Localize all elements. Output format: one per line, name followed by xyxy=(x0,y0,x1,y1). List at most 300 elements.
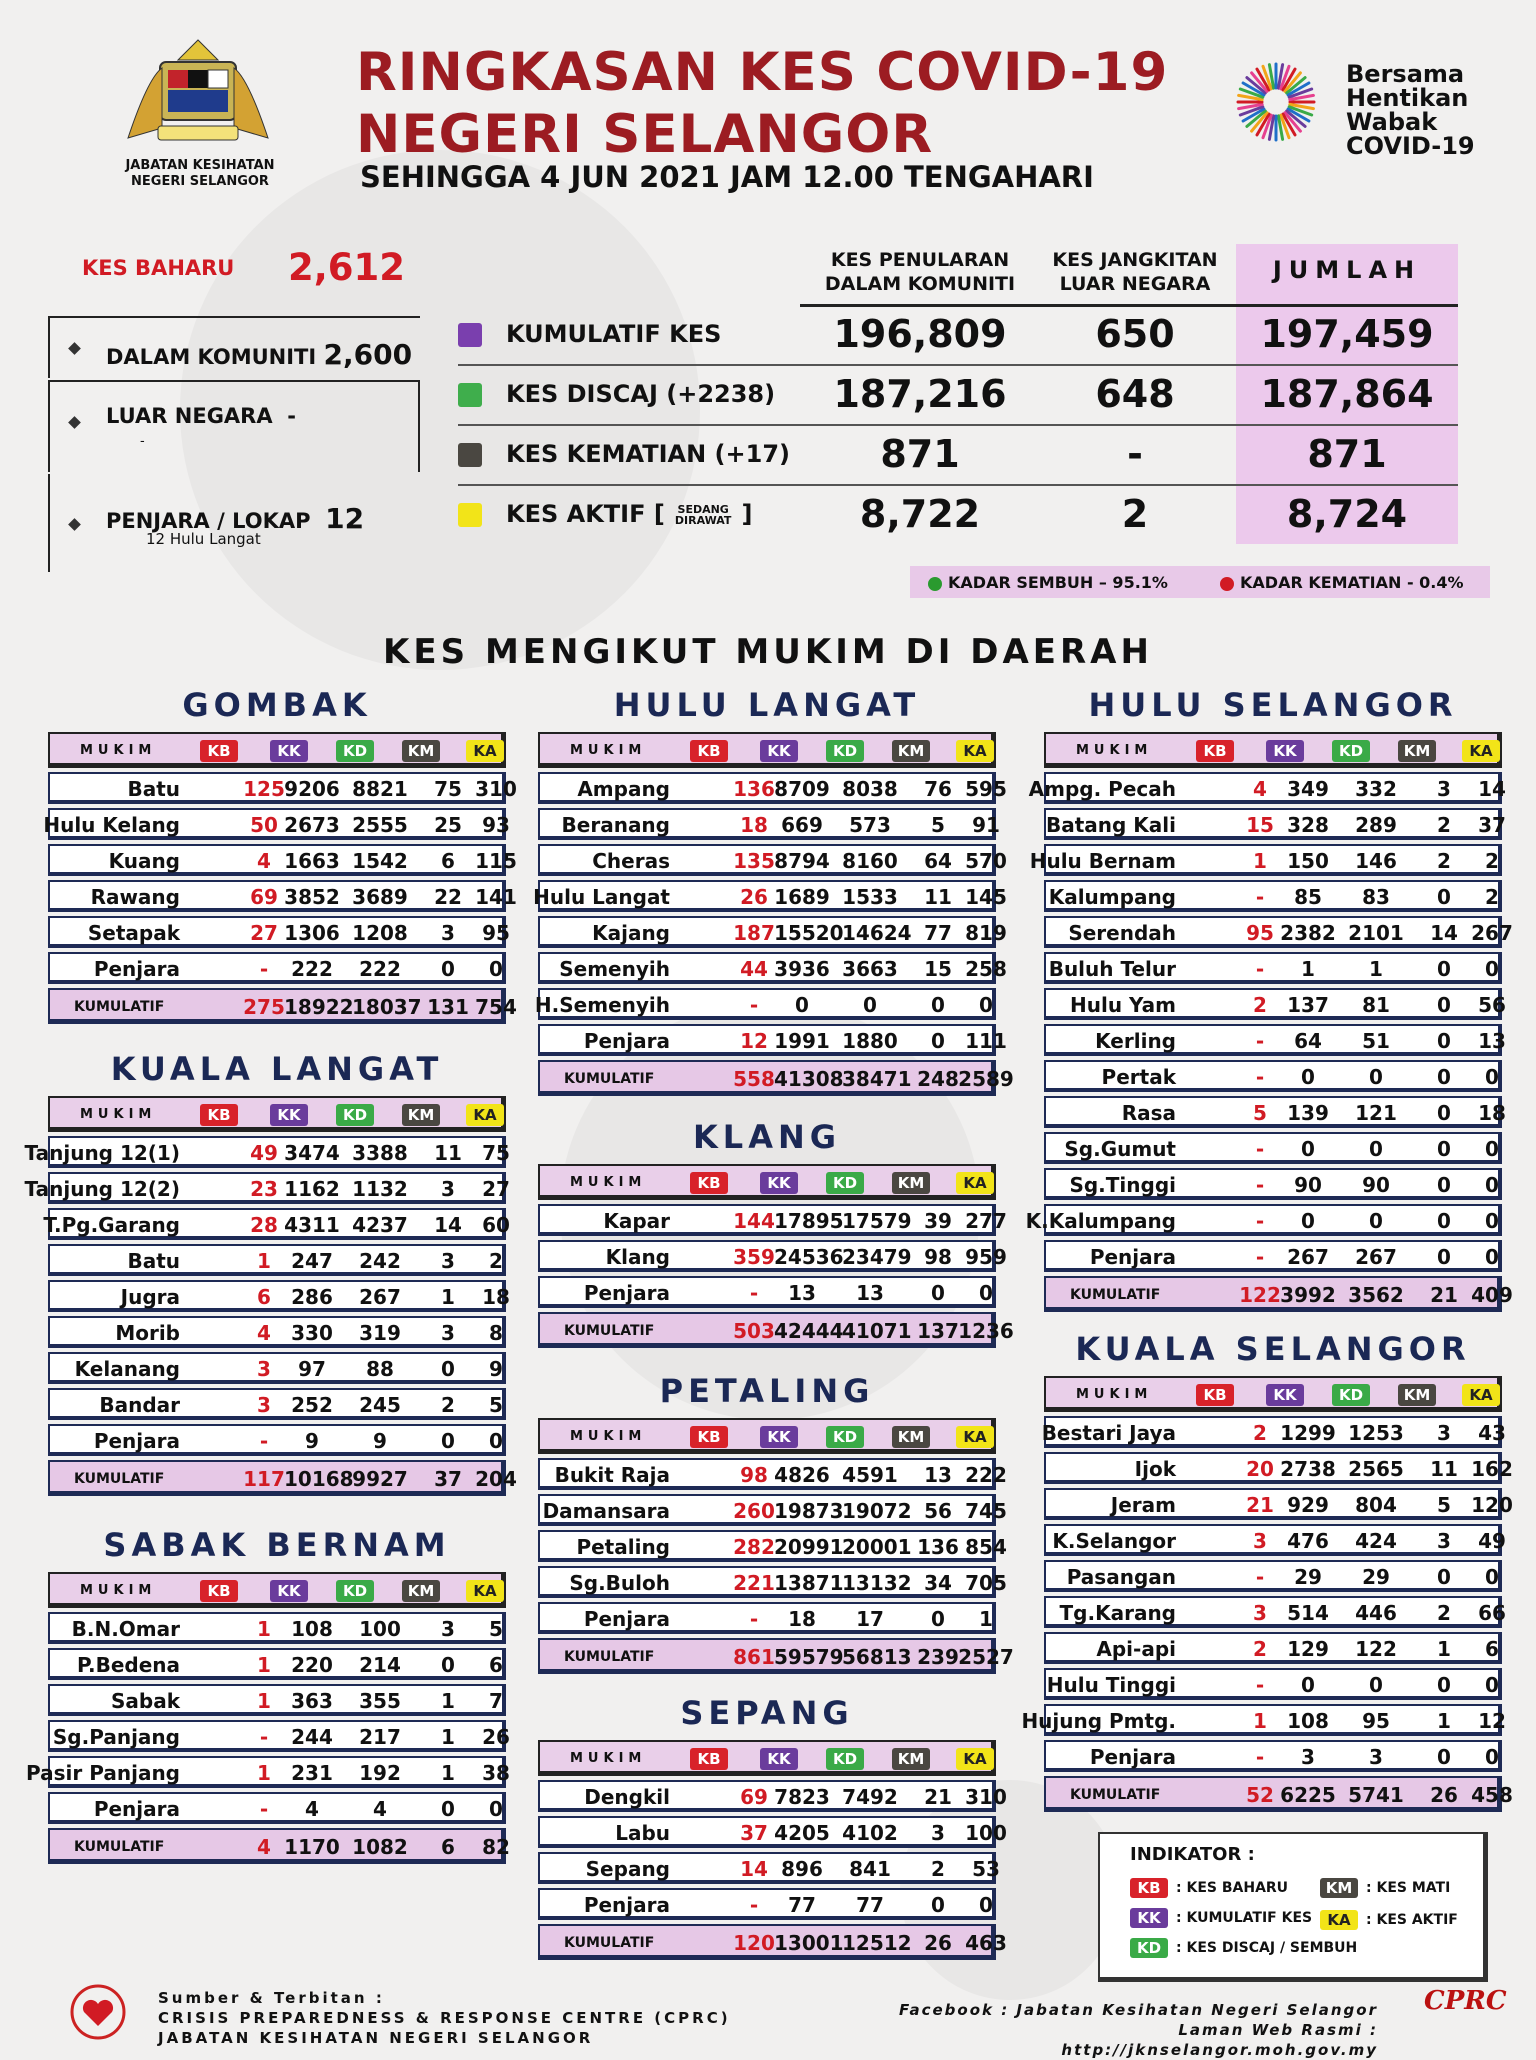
cell-km: 3 xyxy=(1437,1421,1451,1445)
cell-ka: 38 xyxy=(482,1761,510,1785)
cum-kk: 6225 xyxy=(1280,1783,1336,1807)
indicator-title: INDIKATOR : xyxy=(1130,1844,1255,1865)
table-row xyxy=(1044,1488,1513,1520)
cell-kk: 77 xyxy=(788,1893,816,1917)
cum-kk: 59579 xyxy=(774,1645,844,1669)
ka-tag: KA xyxy=(1320,1910,1358,1930)
district-name: KUALA LANGAT xyxy=(110,1050,444,1088)
cell-ka: 0 xyxy=(979,1281,993,1305)
cell-km: 22 xyxy=(434,885,462,909)
cell-kk: 929 xyxy=(1287,1493,1329,1517)
cell-kd: 17 xyxy=(856,1607,884,1631)
mukim-name: Kuang xyxy=(108,849,180,873)
cell-kk: 4311 xyxy=(284,1213,340,1237)
cell-kd: 121 xyxy=(1355,1101,1397,1125)
table-row xyxy=(1044,988,1506,1020)
cell-kd: 446 xyxy=(1355,1601,1397,1625)
cum-km: 37 xyxy=(434,1467,462,1491)
cell-km: 11 xyxy=(924,885,952,909)
district-name: KUALA SELANGOR xyxy=(1075,1330,1471,1368)
cumulative-label: KUMULATIF xyxy=(1070,1787,1161,1803)
cumulative-row xyxy=(1044,1276,1513,1312)
cell-kb: 1 xyxy=(257,1761,271,1785)
cell-kd: 267 xyxy=(1355,1245,1397,1269)
bullet-icon xyxy=(68,518,81,531)
mukim-name: Rasa xyxy=(1121,1101,1176,1125)
summary-luar-value: - xyxy=(1127,432,1143,476)
cell-ka: 120 xyxy=(1471,1493,1513,1517)
district-name: SEPANG xyxy=(680,1694,854,1732)
cell-kd: 81 xyxy=(1362,993,1390,1017)
cell-kb: 221 xyxy=(733,1571,775,1595)
cell-kb: - xyxy=(1255,1137,1265,1161)
cell-kk: 24536 xyxy=(774,1245,844,1269)
cum-kk: 42444 xyxy=(774,1319,844,1343)
mukim-name: Sg.Gumut xyxy=(1064,1137,1176,1161)
cell-kd: 23479 xyxy=(842,1245,912,1269)
cell-ka: 0 xyxy=(1485,1745,1499,1769)
ka-header-tag: KA xyxy=(956,1426,994,1448)
table-row xyxy=(1044,1096,1506,1128)
cell-kk: 3 xyxy=(1301,1745,1315,1769)
mukim-name: Tanjung 12(1) xyxy=(24,1141,180,1165)
cell-ka: 0 xyxy=(489,1797,503,1821)
malaysia-crest-icon xyxy=(118,38,278,150)
km-header-tag: KM xyxy=(1398,1384,1436,1406)
table-row xyxy=(538,844,1007,876)
kk-header-tag: KK xyxy=(270,1580,308,1602)
mukim-name: Bukit Raja xyxy=(554,1463,670,1487)
table-row xyxy=(1044,880,1502,912)
cell-kd: 289 xyxy=(1355,813,1397,837)
cumulative-row xyxy=(48,1828,510,1864)
mukim-header: MUKIM xyxy=(80,743,157,758)
cell-kb: 5 xyxy=(1253,1101,1267,1125)
table-row xyxy=(538,1888,996,1920)
table-row xyxy=(48,844,517,876)
cell-km: 1 xyxy=(441,1689,455,1713)
cell-kd: 1542 xyxy=(352,849,408,873)
cell-km: 6 xyxy=(441,849,455,873)
mukim-name: Penjara xyxy=(1089,1745,1176,1769)
cell-km: 1 xyxy=(441,1761,455,1785)
cell-kb: 125 xyxy=(243,777,285,801)
mukim-name: Petaling xyxy=(576,1535,670,1559)
cell-ka: 7 xyxy=(489,1689,503,1713)
summary-komuniti-value: 871 xyxy=(880,432,960,476)
table-row xyxy=(48,1424,506,1456)
cell-kb: 12 xyxy=(740,1029,768,1053)
cell-ka: 267 xyxy=(1471,921,1513,945)
penjara-value: 12 xyxy=(325,502,365,535)
cum-kd: 41071 xyxy=(842,1319,912,1343)
table-row xyxy=(48,1684,506,1716)
cell-kb: 144 xyxy=(733,1209,775,1233)
cell-ka: 2 xyxy=(1485,885,1499,909)
cumulative-row xyxy=(538,1638,1014,1674)
cell-kd: 1253 xyxy=(1348,1421,1404,1445)
cell-kd: 8821 xyxy=(352,777,408,801)
mukim-name: Hujung Pmtg. xyxy=(1021,1709,1176,1733)
cell-kk: 0 xyxy=(1301,1065,1315,1089)
cell-kk: 247 xyxy=(291,1249,333,1273)
cum-kk: 18922 xyxy=(284,995,354,1019)
table-row xyxy=(538,1780,1007,1812)
category-square-icon xyxy=(458,323,482,347)
cell-km: 56 xyxy=(924,1499,952,1523)
cell-ka: 145 xyxy=(965,885,1007,909)
table-header xyxy=(48,1096,506,1132)
kd-header-tag: KD xyxy=(336,740,374,762)
luar-value: - xyxy=(287,404,296,428)
cell-kb: 6 xyxy=(257,1285,271,1309)
luar-box xyxy=(48,380,420,472)
table-row xyxy=(48,1648,506,1680)
cell-kk: 0 xyxy=(1301,1137,1315,1161)
cell-kd: 95 xyxy=(1362,1709,1390,1733)
cell-ka: 9 xyxy=(489,1357,503,1381)
cell-km: 0 xyxy=(931,1607,945,1631)
cell-ka: 570 xyxy=(965,849,1007,873)
cell-ka: 6 xyxy=(1485,1637,1499,1661)
mukim-name: Sg.Tinggi xyxy=(1069,1173,1176,1197)
cell-ka: 310 xyxy=(965,1785,1007,1809)
mukim-name: Ijok xyxy=(1134,1457,1176,1481)
kd-header-tag: KD xyxy=(826,1172,864,1194)
summary-row xyxy=(458,366,1458,426)
cell-ka: 162 xyxy=(1471,1457,1513,1481)
mukim-name: Cheras xyxy=(592,849,670,873)
cell-km: 2 xyxy=(1437,1601,1451,1625)
district-name: SABAK BERNAM xyxy=(103,1526,451,1564)
cell-kk: 20991 xyxy=(774,1535,844,1559)
cum-kb: 122 xyxy=(1239,1283,1281,1307)
cell-km: 21 xyxy=(924,1785,952,1809)
penjara-box xyxy=(48,474,420,572)
new-cases-label: KES BAHARU xyxy=(82,256,235,280)
cum-ka: 463 xyxy=(965,1931,1007,1955)
cell-kb: - xyxy=(749,1893,759,1917)
cum-kb: 117 xyxy=(243,1467,285,1491)
komuniti-value: 2,600 xyxy=(323,338,413,371)
table-row xyxy=(538,1204,1007,1236)
cell-ka: 14 xyxy=(1478,777,1506,801)
cell-ka: 100 xyxy=(965,1821,1007,1845)
cell-kd: 17579 xyxy=(842,1209,912,1233)
table-row xyxy=(534,988,996,1020)
komuniti-box xyxy=(48,316,420,378)
km-header-tag: KM xyxy=(402,1580,440,1602)
cum-kk: 13001 xyxy=(774,1931,844,1955)
cumulative-label: KUMULATIF xyxy=(1070,1287,1161,1303)
cell-kd: 242 xyxy=(359,1249,401,1273)
cell-kb: - xyxy=(749,1281,759,1305)
mukim-name: Sabak xyxy=(110,1689,180,1713)
district-kuala-selangor xyxy=(1021,1330,1513,1812)
table-row xyxy=(1044,1668,1502,1700)
cell-ka: 43 xyxy=(1478,1421,1506,1445)
table-header xyxy=(538,1418,996,1454)
cell-kk: 18 xyxy=(788,1607,816,1631)
cell-kb: - xyxy=(1255,885,1265,909)
kb-header-tag: KB xyxy=(200,1104,238,1126)
table-header xyxy=(538,1164,996,1200)
kk-tag: KK xyxy=(1130,1908,1168,1928)
cell-kd: 3663 xyxy=(842,957,898,981)
cell-kb: - xyxy=(749,993,759,1017)
cell-km: 0 xyxy=(1437,993,1451,1017)
cell-kd: 3689 xyxy=(352,885,408,909)
cell-km: 3 xyxy=(441,1177,455,1201)
cell-kb: - xyxy=(1255,1209,1265,1233)
kk-header-tag: KK xyxy=(1266,740,1304,762)
table-row xyxy=(538,1602,996,1634)
cum-kb: 503 xyxy=(733,1319,775,1343)
col-luar: KES JANGKITAN LUAR NEGARA xyxy=(1052,249,1218,295)
district-petaling xyxy=(538,1372,1014,1674)
table-row xyxy=(1028,772,1506,804)
table-header xyxy=(1044,1376,1502,1412)
cell-kd: 9 xyxy=(373,1429,387,1453)
table-row xyxy=(538,916,1007,948)
cum-kd: 38471 xyxy=(842,1067,912,1091)
mukim-header: MUKIM xyxy=(570,1429,647,1444)
cell-km: 39 xyxy=(924,1209,952,1233)
cell-kb: 69 xyxy=(740,1785,768,1809)
cumulative-label: KUMULATIF xyxy=(564,1935,655,1951)
cell-km: 0 xyxy=(1437,1245,1451,1269)
cell-kk: 8709 xyxy=(774,777,830,801)
mukim-name: Hulu Tinggi xyxy=(1046,1673,1176,1697)
cell-kb: 15 xyxy=(1246,813,1274,837)
cell-ka: 5 xyxy=(489,1617,503,1641)
cell-km: 98 xyxy=(924,1245,952,1269)
km-header-tag: KM xyxy=(402,740,440,762)
cell-kb: - xyxy=(259,1429,269,1453)
cell-km: 3 xyxy=(441,921,455,945)
cell-kb: 4 xyxy=(1253,777,1267,801)
kd-header-tag: KD xyxy=(1332,1384,1370,1406)
cell-km: 0 xyxy=(441,1357,455,1381)
cell-km: 0 xyxy=(1437,1137,1451,1161)
bullet-icon xyxy=(68,416,81,429)
kd-tag: KD xyxy=(1130,1938,1168,1958)
cell-km: 25 xyxy=(434,813,462,837)
cell-kd: 7492 xyxy=(842,1785,898,1809)
mukim-name: Bandar xyxy=(99,1393,180,1417)
cell-km: 0 xyxy=(1437,885,1451,909)
indicator-legend xyxy=(1098,1832,1488,1982)
cell-kk: 1689 xyxy=(774,885,830,909)
ka-header-tag: KA xyxy=(1462,740,1500,762)
rates-bar xyxy=(910,566,1490,598)
ka-desc: : KES AKTIF xyxy=(1366,1912,1458,1928)
cell-kd: 1533 xyxy=(842,885,898,909)
cell-kd: 51 xyxy=(1362,1029,1390,1053)
table-row xyxy=(48,772,517,804)
red-dot-icon xyxy=(1220,577,1234,591)
cell-km: 0 xyxy=(1437,1745,1451,1769)
mukim-name: Serendah xyxy=(1068,921,1176,945)
death-rate: KADAR KEMATIAN - 0.4% xyxy=(1240,573,1464,592)
cell-ka: 37 xyxy=(1478,813,1506,837)
kd-header-tag: KD xyxy=(826,1748,864,1770)
summary-jumlah-value: 871 xyxy=(1307,432,1387,476)
mukim-name: Jugra xyxy=(120,1285,180,1309)
cell-kk: 220 xyxy=(291,1653,333,1677)
mukim-name: Hulu Langat xyxy=(533,885,670,909)
mukim-name: Jeram xyxy=(1110,1493,1176,1517)
cell-kk: 476 xyxy=(1287,1529,1329,1553)
recovery-rate: KADAR SEMBUH – 95.1% xyxy=(948,573,1168,592)
cell-km: 1 xyxy=(1437,1709,1451,1733)
cell-ka: 18 xyxy=(1478,1101,1506,1125)
mukim-name: Ampang xyxy=(577,777,670,801)
cell-kk: 3474 xyxy=(284,1141,340,1165)
category-square-icon xyxy=(458,383,482,407)
category-square-icon xyxy=(458,443,482,467)
cell-ka: 95 xyxy=(482,921,510,945)
cell-kb: 50 xyxy=(250,813,278,837)
cell-kb: - xyxy=(1255,1673,1265,1697)
cell-kd: 29 xyxy=(1362,1565,1390,1589)
cell-ka: 595 xyxy=(965,777,1007,801)
cell-ka: 819 xyxy=(965,921,1007,945)
cell-ka: 310 xyxy=(475,777,517,801)
cell-kb: 1 xyxy=(1253,1709,1267,1733)
table-row xyxy=(1021,1704,1506,1736)
cell-kk: 4 xyxy=(305,1797,319,1821)
km-header-tag: KM xyxy=(892,740,930,762)
cell-km: 13 xyxy=(924,1463,952,1487)
cell-ka: 0 xyxy=(979,993,993,1017)
kk-header-tag: KK xyxy=(270,1104,308,1126)
cell-kb: 135 xyxy=(733,849,775,873)
cell-kb: - xyxy=(1255,1029,1265,1053)
cell-km: 3 xyxy=(441,1617,455,1641)
campaign-logo-icon xyxy=(1236,62,1316,142)
mukim-name: Penjara xyxy=(583,1029,670,1053)
cell-kb: 3 xyxy=(257,1393,271,1417)
district-name: GOMBAK xyxy=(182,686,372,724)
table-row xyxy=(48,1720,510,1752)
cell-kd: 0 xyxy=(1369,1137,1383,1161)
table-row xyxy=(1044,808,1506,840)
summary-jumlah-value: 187,864 xyxy=(1260,372,1434,416)
cell-kk: 9 xyxy=(305,1429,319,1453)
kk-header-tag: KK xyxy=(270,740,308,762)
cell-km: 0 xyxy=(931,1281,945,1305)
cum-ka: 1236 xyxy=(958,1319,1014,1343)
cell-kk: 349 xyxy=(1287,777,1329,801)
cell-kk: 286 xyxy=(291,1285,333,1309)
cell-ka: 277 xyxy=(965,1209,1007,1233)
cell-kb: 2 xyxy=(1253,1637,1267,1661)
cell-kk: 0 xyxy=(1301,1673,1315,1697)
cell-km: 64 xyxy=(924,849,952,873)
table-row xyxy=(26,1756,510,1788)
ka-header-tag: KA xyxy=(956,1172,994,1194)
cell-kb: 1 xyxy=(257,1249,271,1273)
summary-label: KES DISCAJ (+2238) xyxy=(506,380,776,408)
cell-kk: 267 xyxy=(1287,1245,1329,1269)
cell-ka: 56 xyxy=(1478,993,1506,1017)
cell-kk: 17895 xyxy=(774,1209,844,1233)
cell-kd: 0 xyxy=(1369,1673,1383,1697)
cell-kd: 77 xyxy=(856,1893,884,1917)
cum-km: 26 xyxy=(924,1931,952,1955)
table-row xyxy=(1044,1740,1502,1772)
district-sepang xyxy=(538,1694,1007,1960)
cell-kd: 100 xyxy=(359,1617,401,1641)
kd-header-tag: KD xyxy=(1332,740,1370,762)
mukim-name: P.Bedena xyxy=(76,1653,180,1677)
page-subtitle: SEHINGGA 4 JUN 2021 JAM 12.00 TENGAHARI xyxy=(360,160,1094,194)
cell-kk: 1306 xyxy=(284,921,340,945)
table-header xyxy=(48,732,506,768)
kk-header-tag: KK xyxy=(760,1426,798,1448)
table-row xyxy=(538,1566,1007,1598)
km-tag: KM xyxy=(1320,1878,1358,1898)
cell-km: 75 xyxy=(434,777,462,801)
cum-kk: 41308 xyxy=(774,1067,844,1091)
mukim-name: Batu xyxy=(127,1249,180,1273)
kb-header-tag: KB xyxy=(200,1580,238,1602)
km-desc: : KES MATI xyxy=(1366,1880,1451,1896)
km-header-tag: KM xyxy=(892,1172,930,1194)
cell-kd: 122 xyxy=(1355,1637,1397,1661)
cell-kb: 95 xyxy=(1246,921,1274,945)
mukim-header: MUKIM xyxy=(570,743,647,758)
mukim-name: Tg.Karang xyxy=(1059,1601,1176,1625)
cell-kd: 192 xyxy=(359,1761,401,1785)
mukim-name: Beranang xyxy=(561,813,670,837)
cell-kb: 26 xyxy=(740,885,768,909)
cell-ka: 18 xyxy=(482,1285,510,1309)
cell-ka: 13 xyxy=(1478,1029,1506,1053)
cumulative-row xyxy=(1044,1776,1513,1812)
cell-kk: 363 xyxy=(291,1689,333,1713)
cum-kd: 3562 xyxy=(1348,1283,1404,1307)
cell-km: 11 xyxy=(1430,1457,1458,1481)
district-gombak xyxy=(43,686,517,1024)
cumulative-label: KUMULATIF xyxy=(74,999,165,1015)
cell-kk: 9206 xyxy=(284,777,340,801)
ka-header-tag: KA xyxy=(956,740,994,762)
cell-kk: 231 xyxy=(291,1761,333,1785)
cell-kb: 20 xyxy=(1246,1457,1274,1481)
cumulative-row xyxy=(48,988,517,1024)
cell-km: 0 xyxy=(441,1797,455,1821)
cumulative-row xyxy=(538,1924,1007,1960)
kb-header-tag: KB xyxy=(690,1748,728,1770)
table-row xyxy=(48,1612,506,1644)
cell-km: 1 xyxy=(1437,1637,1451,1661)
category-square-icon xyxy=(458,503,482,527)
cum-kd: 56813 xyxy=(842,1645,912,1669)
cum-kb: 52 xyxy=(1246,1783,1274,1807)
cell-km: 0 xyxy=(1437,1173,1451,1197)
cell-kb: 23 xyxy=(250,1177,278,1201)
table-row xyxy=(1044,1632,1502,1664)
cell-km: 0 xyxy=(1437,957,1451,981)
kd-header-tag: KD xyxy=(336,1580,374,1602)
cum-kk: 1170 xyxy=(284,1835,340,1859)
cell-ka: 60 xyxy=(482,1213,510,1237)
cell-kk: 3852 xyxy=(284,885,340,909)
cell-km: 0 xyxy=(931,993,945,1017)
cell-kb: 3 xyxy=(257,1357,271,1381)
